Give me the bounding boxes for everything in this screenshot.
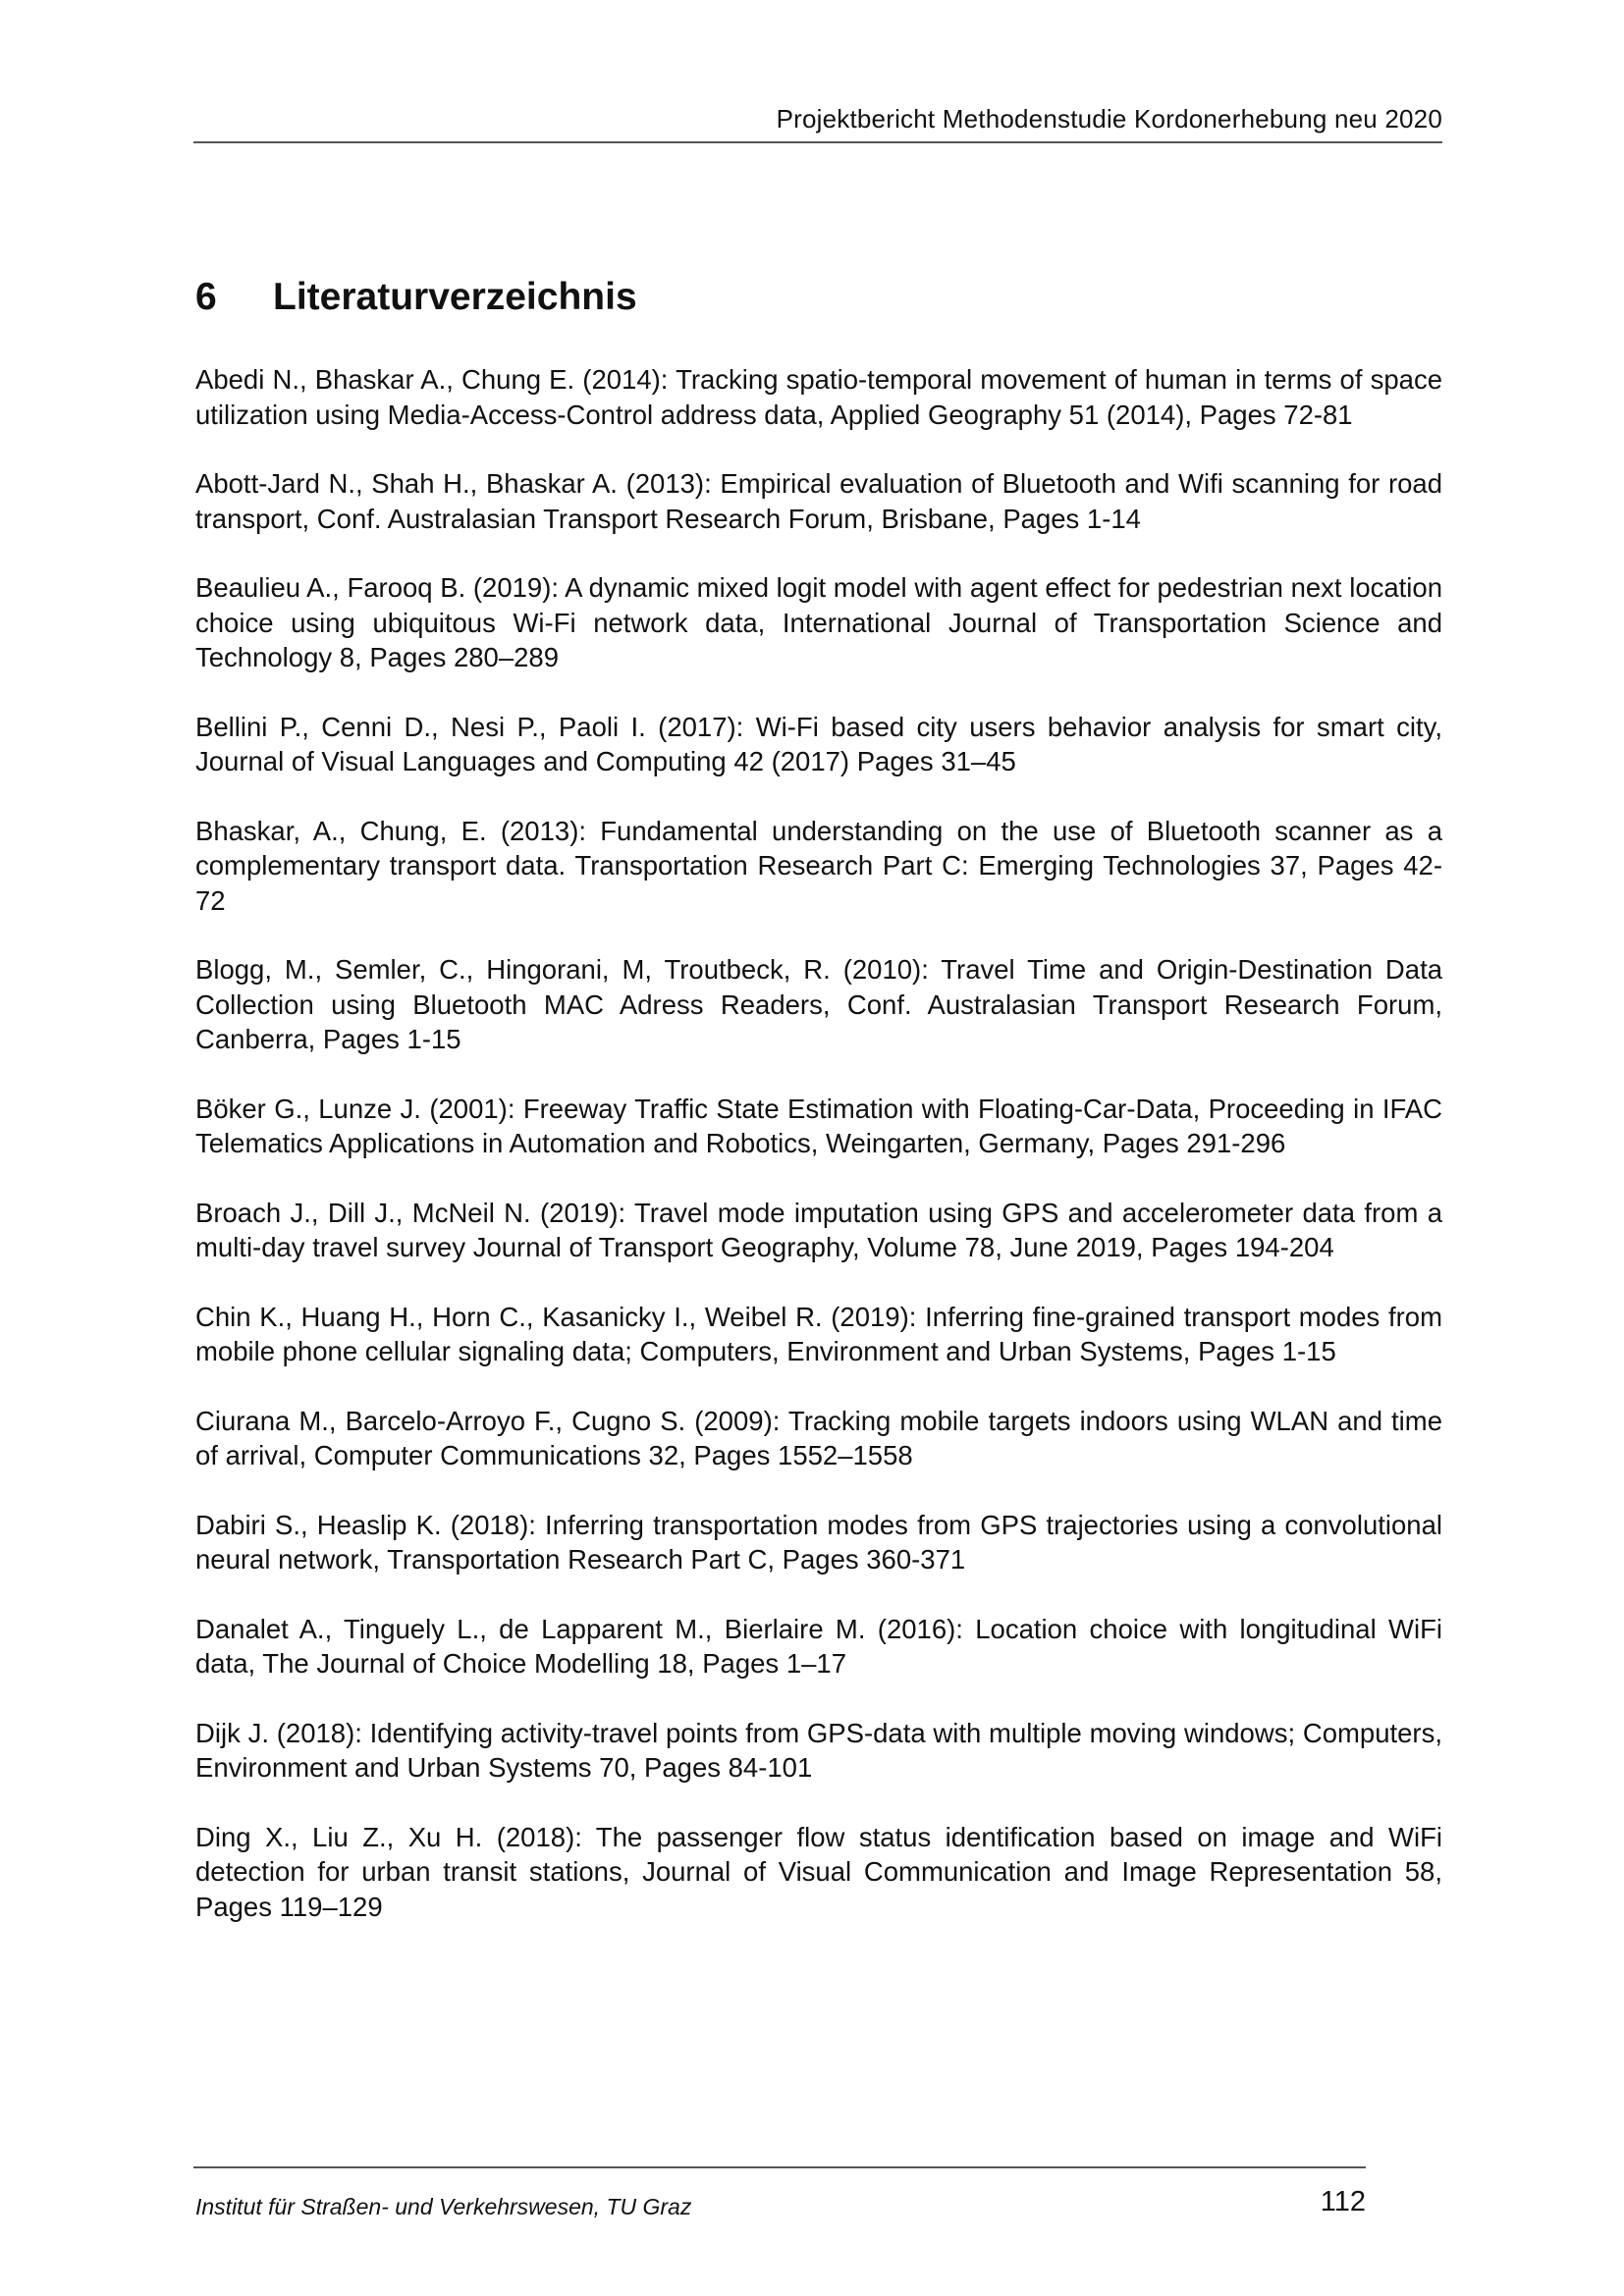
page-header [193,104,1442,143]
chapter-heading [195,274,637,321]
footer-institute: Institut für Straßen- und Verkehrswesen, TU Graz [195,2194,692,2219]
header-title: Projektbericht Methodenstudie Kordonerhebung neu 2020 [776,104,1442,133]
page-number: 112 [1320,2186,1366,2217]
reference-entry: Chin K., Huang H., Horn C., Kasanicky I., Weibel R. (2019): Inferring fine-grained transport modes from mobile phone cellular signaling data; Computers, Environment and Urban Systems, Pages 1-15 [195,1301,1442,1366]
page-footer [193,2166,1366,2225]
reference-entry: Böker G., Lunze J. (2001): Freeway Traffic State Estimation with Floating-Car-Data, Proceeding in IFAC Telematics Applications in Automation and Robotics, Weingarten, Germany, Pages 291-296 [195,1093,1442,1158]
reference-entry: Danalet A., Tinguely L., de Lapparent M., Bierlaire M. (2016): Location choice with longitudinal WiFi data, The Journal of Choice Modelling 18, Pages 1–17 [195,1613,1442,1679]
reference-entry: Ciurana M., Barcelo-Arroyo F., Cugno S. (2009): Tracking mobile targets indoors using WLAN and time of arrival, Computer Communications 32, Pages 1552–1558 [195,1405,1442,1470]
chapter-title: Literaturverzeichnis [273,276,637,318]
reference-entry: Abott-Jard N., Shah H., Bhaskar A. (2013): Empirical evaluation of Bluetooth and Wifi scanning for road transport, Conf. Australasian Transport Research Forum, Brisbane, Pages 1-14 [195,468,1442,534]
reference-entry: Bhaskar, A., Chung, E. (2013): Fundamental understanding on the use of Bluetooth scanner as a complementary transport data. Transportation Research Part C: Emerging Technologies 37, Pages 42-72 [195,815,1442,916]
chapter-number: 6 [195,276,217,318]
reference-entry: Broach J., Dill J., McNeil N. (2019): Travel mode imputation using GPS and accelerometer data from a multi-day travel survey Journal of Transport Geography, Volume 78, June 2019, Pages 194-204 [195,1197,1442,1262]
reference-list [195,362,1442,1958]
reference-entry: Ding X., Liu Z., Xu H. (2018): The passenger flow status identification based on image and WiFi detection for urban transit stations, Journal of Visual Communication and Image Representation 58, Pages 119–129 [195,1821,1442,1922]
reference-entry: Dabiri S., Heaslip K. (2018): Inferring transportation modes from GPS trajectories using a convolutional neural network, Transportation Research Part C, Pages 360-371 [195,1509,1442,1575]
reference-entry: Blogg, M., Semler, C., Hingorani, M, Troutbeck, R. (2010): Travel Time and Origin-Destination Data Collection using Bluetooth MAC Adress Readers, Conf. Australasian Transport Research Forum, Canberra, Pages 1-15 [195,954,1442,1054]
reference-entry: Bellini P., Cenni D., Nesi P., Paoli I. (2017): Wi-Fi based city users behavior analysis for smart city, Journal of Visual Languages and Computing 42 (2017) Pages 31–45 [195,711,1442,776]
reference-entry: Beaulieu A., Farooq B. (2019): A dynamic mixed logit model with agent effect for pedestrian next location choice using ubiquitous Wi-Fi network data, International Journal of Transportation Science and Technology 8, Pages 280–289 [195,572,1442,672]
reference-entry: Dijk J. (2018): Identifying activity-travel points from GPS-data with multiple moving windows; Computers, Environment and Urban Systems 70, Pages 84-101 [195,1717,1442,1783]
reference-entry: Abedi N., Bhaskar A., Chung E. (2014): Tracking spatio-temporal movement of human in terms of space utilization using Media-Access-Control address data, Applied Geography 51 (2014), Pages 72-81 [195,364,1442,430]
